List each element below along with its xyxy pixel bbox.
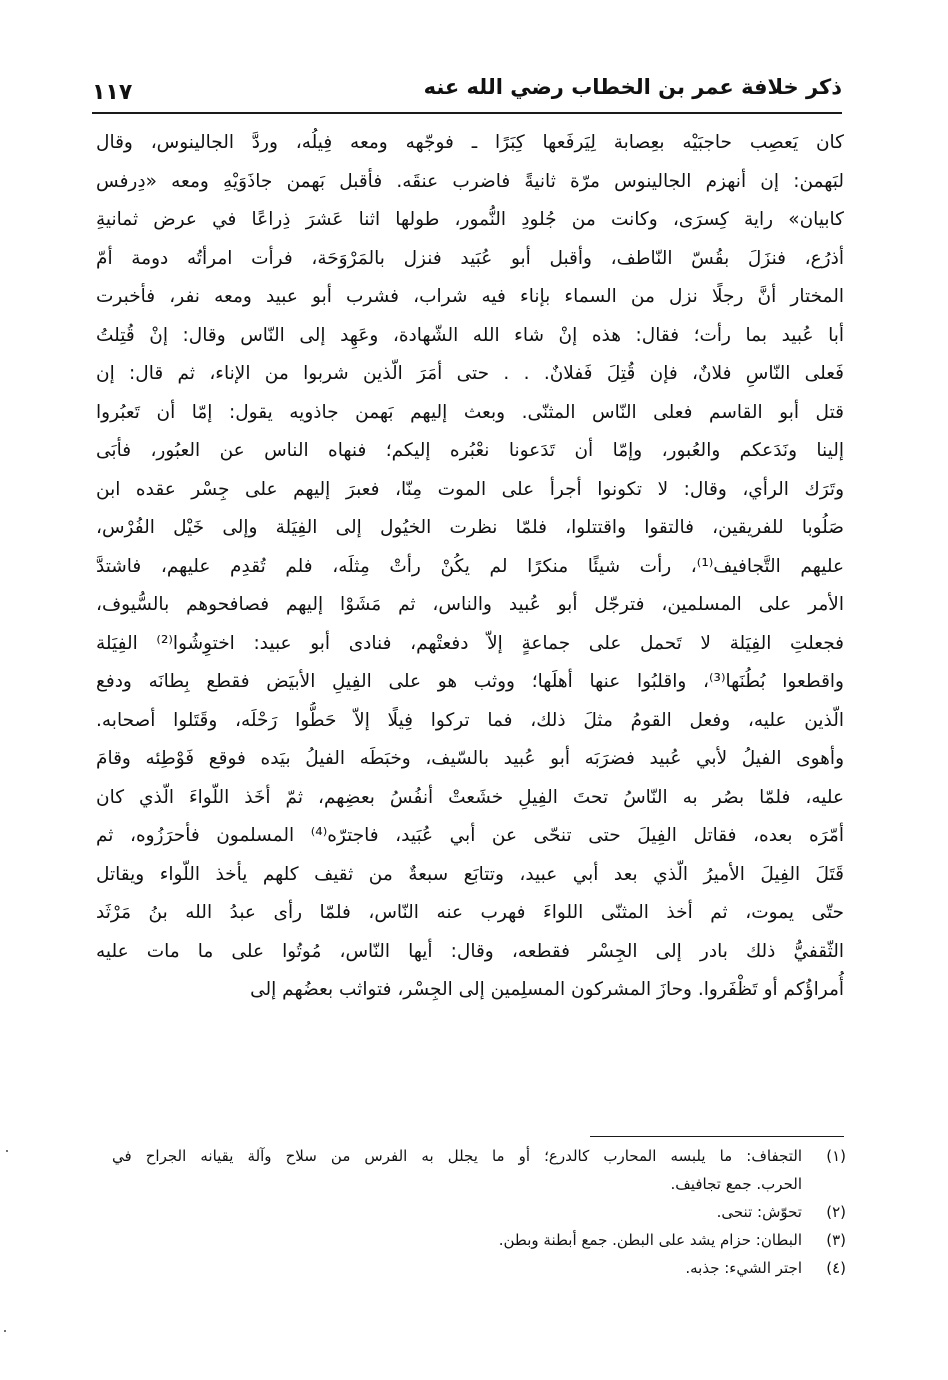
footnote-2 [112, 1198, 846, 1226]
footnotes [112, 1142, 846, 1282]
footnote-1 [112, 1142, 846, 1198]
text-line: أُمراؤُكم أو تَظْفَروا. وحازَ المشركون المسلِمين إلى الجِسْر، فتواثب بعضُهم إلى [250, 979, 844, 1000]
text-line: أمّرَه بعده، فقاتل الفِيلَ حتى تنحّى عن أبي عُبَيد، فاجترّه⁽⁴⁾ المسلمون فأحرَزُوه، ثم [96, 825, 844, 846]
footnote-number: (٣) [826, 1231, 846, 1249]
footnote-line: الحرب. جمع تجافيف. [670, 1175, 802, 1193]
text-line: الثّقفيُّ ذلك بادر إلى الجِسْر فقطعه، وقال: أيها النّاس، مُوتُوا على ما مات عليه [96, 940, 844, 962]
text-line: أذرُع، فنزَلَ بقُسّ النّاطف، وأقبل أبو عُبَيد فنزل بالمَرْوَحَة، فرأت امرأتُه دومة أمّ [96, 247, 844, 269]
text-line: عليهم التَّجافيف⁽¹⁾، رأت شيئًا منكرًا لم يكُنْ رأتْ مِثلَه، فلم تُقدِم عليهم، فاشتدَّ [96, 555, 844, 577]
text-line: صَلُوبا للفريقين، فالتقوا واقتتلوا، فلمّا نظرت الخيُول إلى الفِيَلة وإلى خَيْل الفُرْس، [96, 517, 844, 538]
footnote-line: اجتر الشيء: جذبه. [685, 1259, 802, 1277]
footnote-number: (١) [826, 1147, 846, 1165]
text-line: المختار أنَّ رجلًا نزل من السماء بإناء فيه شراب، فشرب أبو عبيد ومعه نفر، فأخبرت [96, 286, 844, 307]
body-text [96, 124, 844, 1010]
scan-speck [4, 1330, 6, 1332]
footnote-text [112, 1198, 802, 1226]
text-line: عليه، فلمّا بصُر به النّاسُ تحتَ الفِيلِ خشَعتْ أنفُسُ بعضِهم، ثمّ أخَذ اللّواءَ الّذي كان [96, 786, 844, 808]
text-line: وأهوى الفيلُ لأبي عُبيد فضرَبَه أبو عُبيد بالسّيف، وخبَطَه الفيلُ بيَده فوقع فَوْطِئه وقامَ [96, 748, 844, 769]
text-line: لبَهمن: إن أنهزم الجالينوس مرّة ثانيةً فاضرب عنقَه. فأقبل بَهمن جاذَوَيْهِ ومعه «دِرفس [96, 170, 844, 192]
text-line: قَتَلَ الفِيلَ الأميرُ الّذي بعد أبي عبيد، وتتابَع سبعةٌ من ثقيف كلهم يأخذ اللّواء ويقاتل [96, 863, 844, 885]
text-line: الّذين عليه، وفعل القومُ مثلَ ذلك، فما تركوا فِيلًا إلاّ حَطُّوا رَحْلَه، وقَتَلوا أصحابه. [96, 709, 844, 731]
footnote-line: البطان: حزام يشد على البطن. جمع أبطنة وبطن. [498, 1231, 802, 1249]
text-line: قتل أبو القاسم فعلى النّاس المثنّى. وبعث إليهم بَهمن جاذويه يقول: إمّا أن تَعبُروا [96, 401, 844, 423]
page-header [92, 72, 842, 112]
scan-speck [6, 1150, 8, 1152]
text-line: فَعلى النّاسِ فلانٌ، فإن قُتِلَ فَفلانٌ. . . حتى أمَرَ الّذين شربوا من الإناء، ثم قال: إن [96, 363, 844, 384]
text-line: الأمر على المسلمين، فترجّل أبو عُبيد والناس، ثم مَشَوْا إليهم فصافحوهم بالسُّيوف، [96, 594, 844, 615]
text-line: كان يَعصِب حاجبَيْه بعِصابة لِيَرفَعها كِبَرًا ـ فوجّهه ومعه فِيلُه، وردَّ الجالينوس، وقال [96, 132, 844, 153]
footnote-4 [112, 1254, 846, 1282]
footnote-3 [112, 1226, 846, 1254]
text-line: فجعلتِ الفِيَلة لا تَحمل على جماعةٍ إلاّ دفعتْهم، فنادى أبو عبيد: اختوِشُوا⁽²⁾ الفِيَلة [96, 632, 844, 654]
footnote-number: (٤) [826, 1259, 846, 1277]
text-line: واقطعوا بُطُنَها⁽³⁾، واقلبُوا عنها أهلَها؛ ووثب هو على الفِيلِ الأبيَض فقطع بِطانَه ودفع [96, 671, 844, 692]
text-line: أبا عُبيد بما رأت؛ فقال: هذه إنْ شاء الله الشّهادة، وعَهِد إلى النّاس وقال: إنْ قُتِلتُ [96, 324, 844, 346]
running-title: ذكر خلافة عمر بن الخطاب رضي الله عنه [423, 75, 842, 99]
footnote-text [112, 1254, 802, 1282]
header-rule [92, 112, 842, 114]
footnote-text [112, 1226, 802, 1254]
text-line: حتّى يموت، ثم أخذ المثنّى اللواءَ فهرب عنه النّاس، فلمّا رأى عبدُ الله بنُ مَرْثَد [96, 902, 844, 923]
text-line: وتَرَك الرأي، وقال: لا تكونوا أجرأ على الموت مِنّا، فعبرَ إليهم على جِسْر عقده ابن [96, 478, 844, 500]
footnote-number: (٢) [826, 1203, 846, 1221]
page-number: ١١٧ [92, 80, 133, 105]
text-line: كابيان» راية كِسرَى، وكانت من جُلودِ النُّمور، طولها اثنا عَشرَ ذِراعًا في عرض ثمانيةِ [96, 209, 844, 230]
text-line: إلينا ونَدَعكم والعُبور، وإمّا أن تَدَعونا نعْبُره إليكم؛ فنهاه الناس عن العبُور، فأبَى [96, 440, 844, 461]
footnote-line: تحوّش: تنحى. [716, 1203, 802, 1221]
footnote-rule [590, 1136, 844, 1137]
footnote-text [112, 1142, 802, 1198]
footnote-line: التجفاف: ما يلبسه المحارب كالدرع؛ أو ما يجلل به الفرس من سلاح وآلة يقيانه الجراح في [112, 1147, 802, 1165]
